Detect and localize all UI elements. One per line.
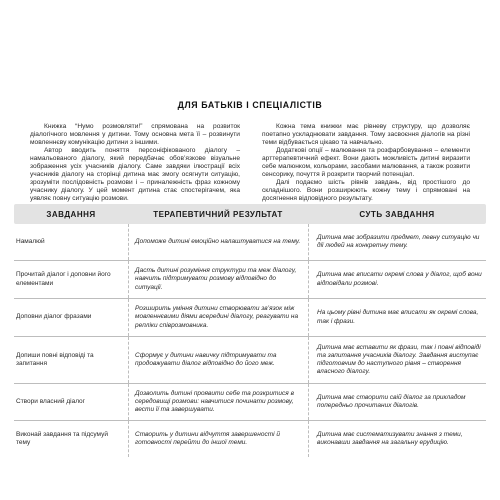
intro-paragraph: Далі подаємо шість рівнів завдань, від простішого до складнішого. Вони розширюють кожну тему і спрямовані на досягнення відповідного результату. xyxy=(262,179,470,202)
task-name: Прочитай діалог і доповни його елементами xyxy=(16,271,111,287)
task-name: Намалюй xyxy=(16,237,45,245)
intro-paragraph: Кожна тема книжки має рівневу структуру, що дозволяє поетапно ускладнювати завдання. Тому засвоєння діалогів на різні теми відбувається цікаво та навчально. xyxy=(262,123,470,146)
intro-right-column xyxy=(262,123,470,203)
therapeutic-result: Дозволить дитині проявити себе та розкритися в середовищі розмови: навчитися починати розмову, вести її та завершувати. xyxy=(128,384,308,420)
header-task: ЗАВДАННЯ xyxy=(46,209,96,219)
table-row xyxy=(14,383,486,420)
task-essence: Дитина має вписати окремі слова у діалог, щоб вони відповідали розмові. xyxy=(308,261,486,298)
therapeutic-result: Розширить уміння дитини створювати зв’язок між мовленнєвими діями всередині діалогу, реагувати на репліки співрозмовника. xyxy=(128,299,308,336)
task-essence: Дитина має зобразити предмет, певну ситуацію чи дії людей на конкретну тему. xyxy=(308,224,486,260)
task-name: Створи власний діалог xyxy=(16,397,86,405)
task-essence: На цьому рівні дитина має вписати як окремі слова, так і фрази. xyxy=(308,299,486,336)
table-row xyxy=(14,298,486,336)
intro-paragraph: Автор вводить поняття персоніфікованого діалогу – намальованого діалогу, який передбачає обов’язкове візуальне зображення усіх учасників діалогу. Саме завдяки ілюстрації всіх учасників діалогу на сторінці дитина має змогу осягнути ситуацію, зрозуміти послідовність розмови і – приналежність фраз кожному учаснику діалогу. У цей момент дитина стає спостерігачем, яка уявляє повну ситуацію розмови. xyxy=(30,147,240,202)
table-row xyxy=(14,420,486,457)
task-name: Допиши повні відповіді та запитання xyxy=(16,351,94,367)
task-essence: Дитина має вставити як фрази, так і повні відповіді та запитання учасників діалогу. Завдання виступає підготовчим до наступного рівня – створення власного діалогу. xyxy=(308,337,486,383)
intro-paragraph: Книжка “Нумо розмовляти!” спрямована на розвиток діалогічного мовлення у дитини. Тому основна мета її – розвинути мовленнєву комунікацію дитини з іншими. xyxy=(30,123,240,146)
therapeutic-result: Створить у дитини відчуття завершеності й готовності перейти до іншої теми. xyxy=(128,421,308,457)
tasks-table xyxy=(14,204,486,457)
therapeutic-result: Дасть дитині розуміння структури та меж діалогу, навчить підтримувати розмову відповідно до ситуації. xyxy=(128,261,308,298)
task-name: Виконай завдання та підсумуй тему xyxy=(16,430,108,446)
intro-left-column xyxy=(30,123,240,203)
task-essence: Дитина має створити свій діалог за прикладом попередньо прочитаних діалогів. xyxy=(308,384,486,420)
intro-paragraph: Додаткові опції – малювання та розфарбовування – елементи арттерапевтичний ефект. Вони дають можливість дитині виразити себе малюнком, кольорами, засобами малювання, а також розвити сенсорику, почуття й розкрити творчий потенціал. xyxy=(262,147,470,178)
task-name: Доповни діалог фразами xyxy=(16,313,92,321)
header-task-essence: СУТЬ ЗАВДАННЯ xyxy=(359,209,435,219)
table-row xyxy=(14,224,486,260)
header-therapeutic-result: ТЕРАПЕВТИЧНИЙ РЕЗУЛЬТАТ xyxy=(153,209,283,219)
therapeutic-result: Допоможе дитині емоційно налаштуватися на тему. xyxy=(128,224,308,260)
table-row xyxy=(14,260,486,298)
page-title: ДЛЯ БАТЬКІВ І СПЕЦІАЛІСТІВ xyxy=(177,100,323,110)
table-header xyxy=(14,204,486,224)
table-row xyxy=(14,336,486,383)
therapeutic-result: Сформує у дитини навичку підтримувати та продовжувати діалог відповідно до його меж. xyxy=(128,337,308,383)
task-essence: Дитина має систематизувати знання з теми, виконавши завдання на загальну ерудицію. xyxy=(308,421,486,457)
